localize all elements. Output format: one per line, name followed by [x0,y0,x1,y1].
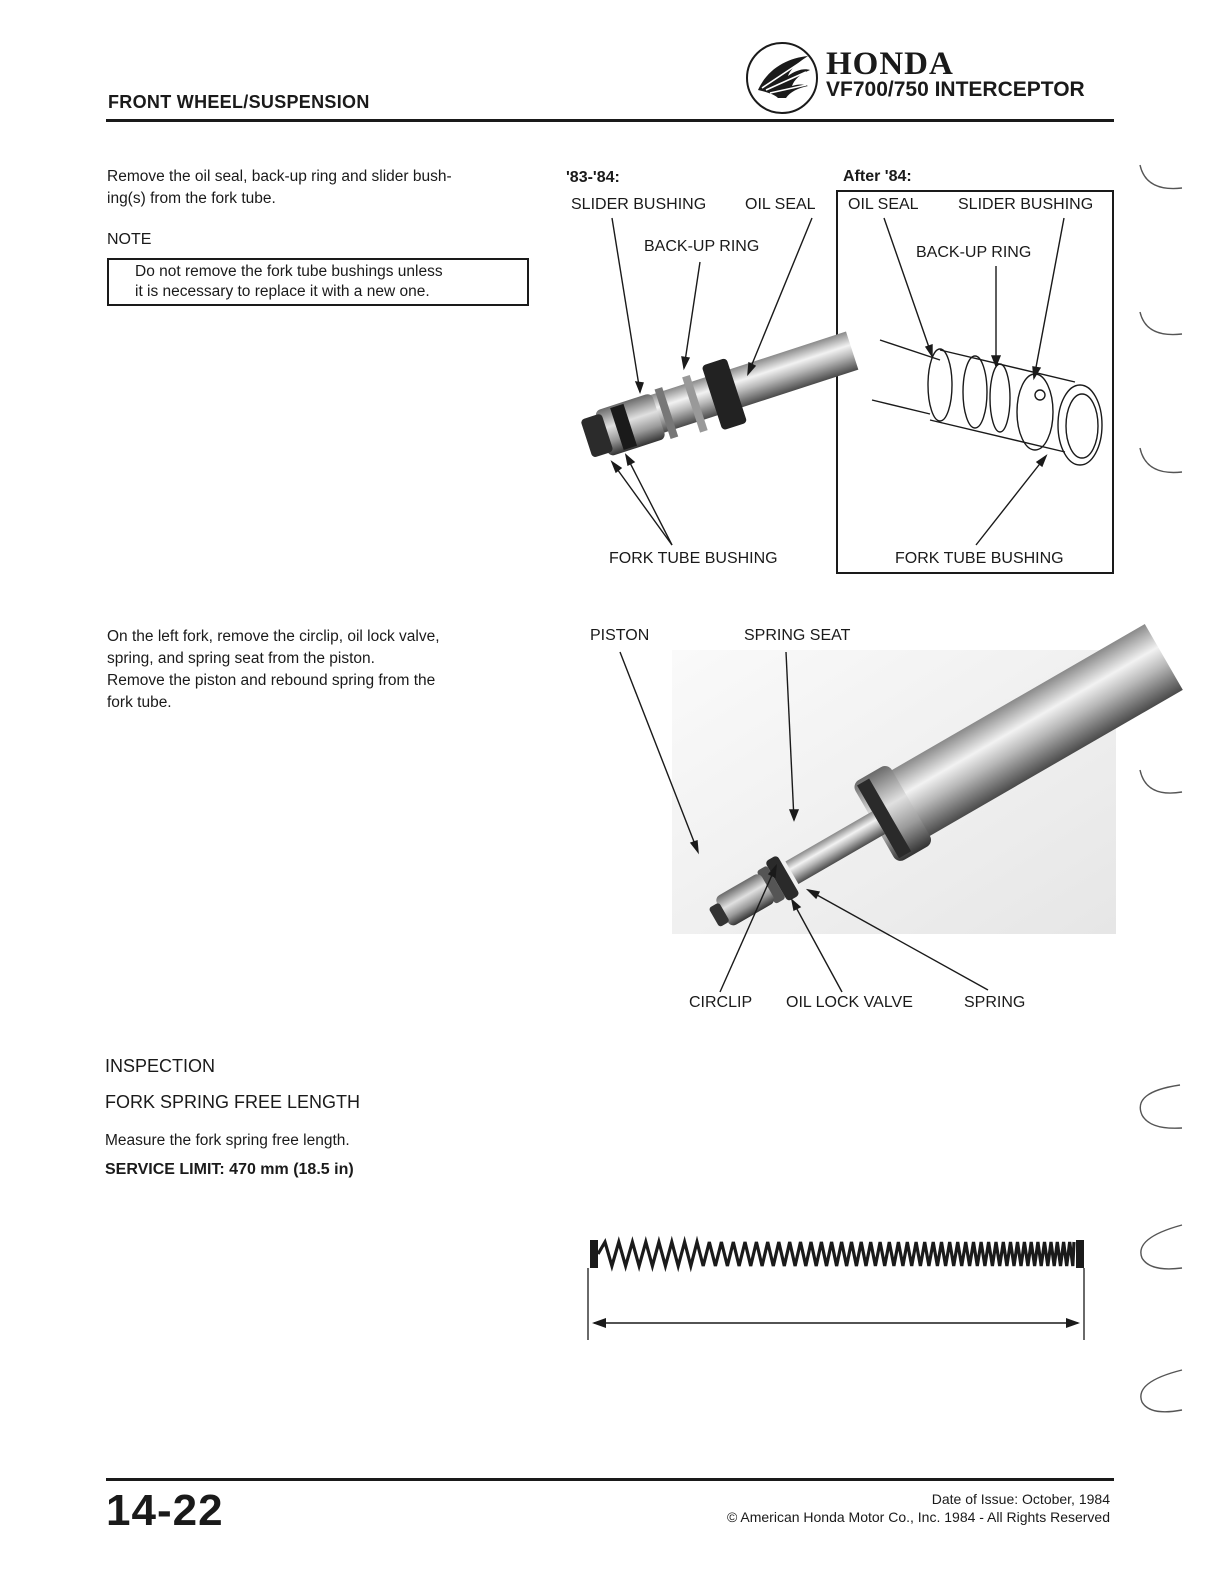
inspection-subheading: FORK SPRING FREE LENGTH [105,1092,361,1112]
fig1-right-fork-tube-bushing-label: FORK TUBE BUSHING [895,550,1064,567]
fig1-left-slider-bushing-label: SLIDER BUSHING [571,196,707,213]
fig2-spring-seat-label: SPRING SEAT [744,627,851,644]
fig2-spring-label: SPRING [964,994,1026,1011]
fig1-right-oil-seal-label: OIL SEAL [848,196,919,213]
note-label: NOTE [107,231,152,248]
step2-line3: Remove the piston and rebound spring from the [107,672,436,689]
fig1-left-backup-ring-label: BACK-UP RING [644,238,760,255]
section-title: FRONT WHEEL/SUSPENSION [108,92,370,112]
fig2-piston-label: PISTON [590,627,650,644]
brand-name: HONDA [826,46,954,82]
note-line2: it is necessary to replace it with a new one. [135,283,430,300]
fig1-left-oil-seal-label: OIL SEAL [745,196,816,213]
fig2-oil-lock-valve-label: OIL LOCK VALVE [786,994,913,1011]
model-name: VF700/750 INTERCEPTOR [826,78,1085,101]
note-line1: Do not remove the fork tube bushings unless [135,263,443,280]
fig1-left-fork-tube-bushing-label: FORK TUBE BUSHING [609,550,778,567]
fig1-right-slider-bushing-label: SLIDER BUSHING [958,196,1094,213]
copyright: © American Honda Motor Co., Inc. 1984 - All Rights Reserved [726,1509,1110,1525]
fig1-right-backup-ring-label: BACK-UP RING [916,244,1032,261]
step1-line1: Remove the oil seal, back-up ring and slider bush- [107,168,452,185]
step2-line4: fork tube. [107,694,172,711]
step1-line2: ing(s) from the fork tube. [107,190,276,207]
inspection-heading: INSPECTION [105,1056,216,1076]
fig1-right-year: After '84: [843,168,912,185]
step2-line2: spring, and spring seat from the piston. [107,650,375,667]
issue-date: Date of Issue: October, 1984 [931,1491,1110,1507]
step2-line1: On the left fork, remove the circlip, oil lock valve, [107,628,440,645]
inspection-instruction: Measure the fork spring free length. [105,1132,350,1149]
page-number: 14-22 [106,1486,224,1535]
service-limit: SERVICE LIMIT: 470 mm (18.5 in) [105,1161,354,1178]
fig1-left-year: '83-'84: [566,169,620,186]
fig2-circlip-label: CIRCLIP [689,994,753,1011]
